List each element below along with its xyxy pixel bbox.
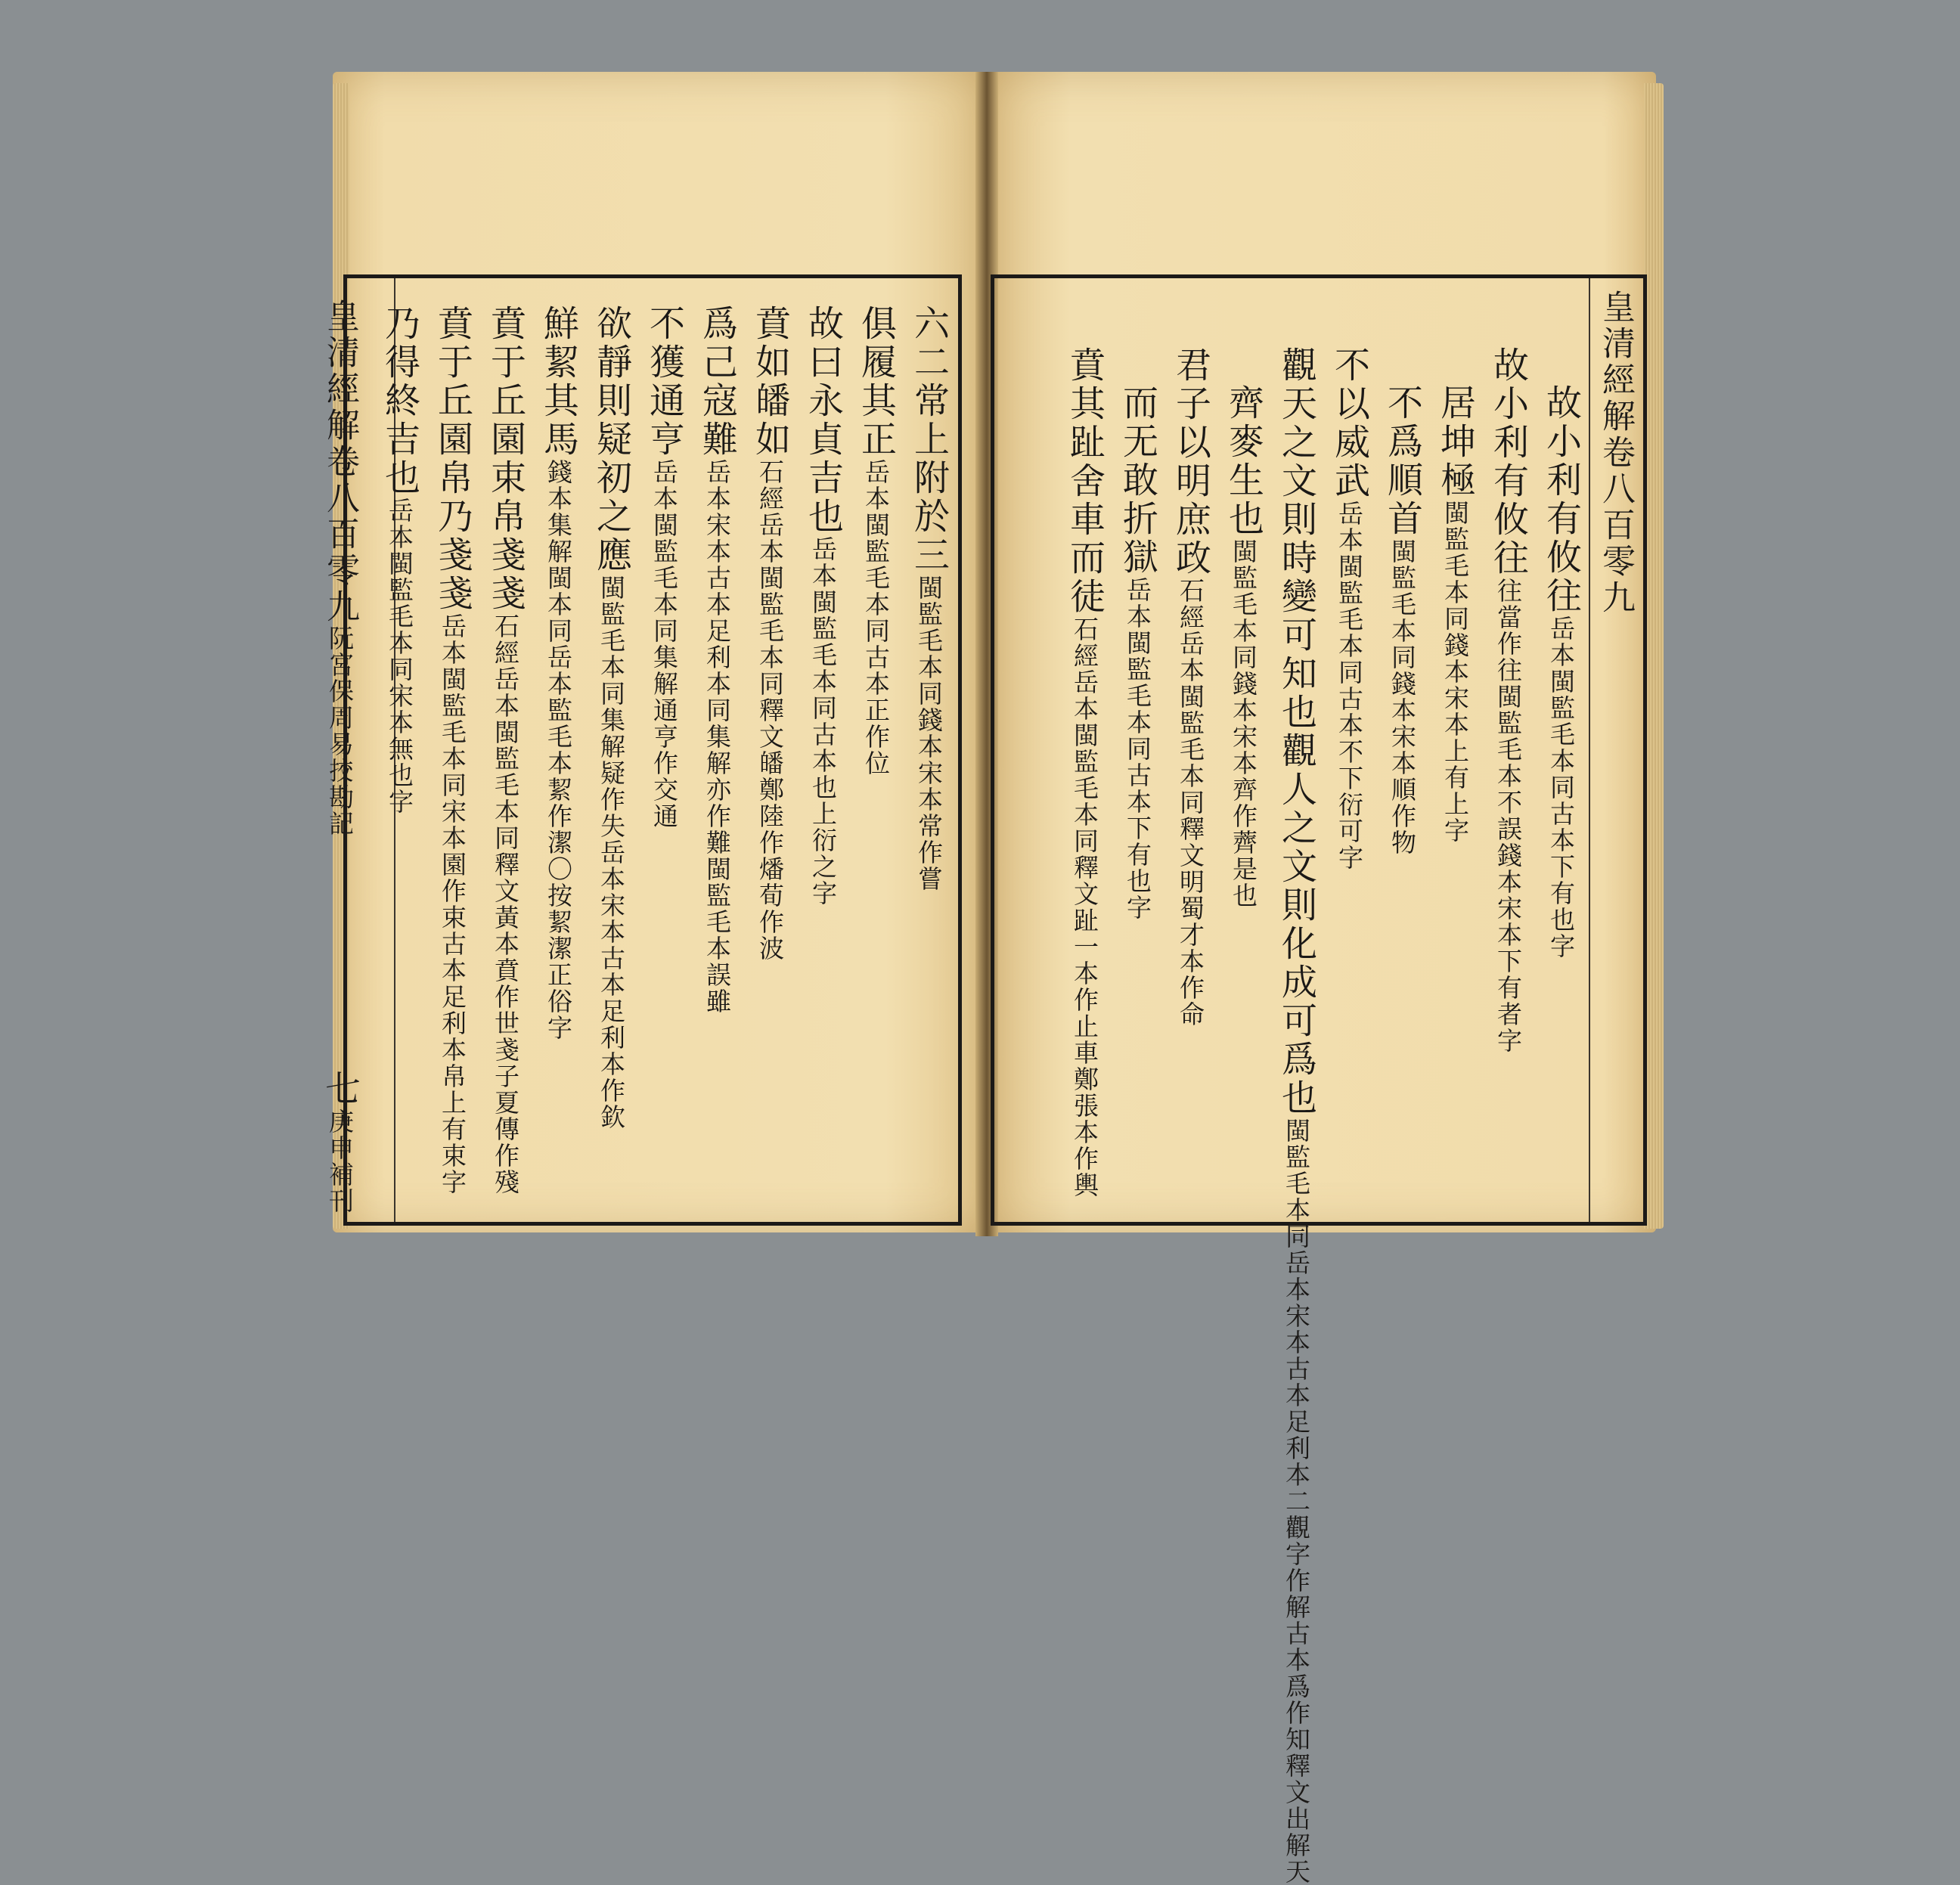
left-column-8: 鮮絜其馬錢本集解閩本同岳本監毛本絜作潔〇按絜潔正俗字 — [538, 305, 579, 1041]
right-column-10: 賁其趾舍車而徒石經岳本閩監毛本同釋文趾一本作止車鄭張本作輿 — [1064, 346, 1106, 1198]
right-column-5: 不以威武岳本閩監毛本同古本不下衍可字 — [1329, 346, 1370, 871]
right-column-4: 不爲順首閩監毛本同錢本宋本順作物 — [1382, 384, 1423, 856]
left-column-1: 六二常上附於三閩監毛本同錢本宋本常作嘗 — [908, 305, 950, 892]
left-column-10: 賁于丘園帛乃戔戔岳本閩監毛本同宋本園作束古本足利本帛上有束字 — [432, 305, 473, 1195]
right-column-3: 居坤極閩監毛本同錢本宋本上有上字 — [1434, 384, 1476, 844]
left-text-frame — [343, 274, 962, 1226]
left-banner: 皇清經解卷八百零九阮宮保周易挍勘記 — [321, 299, 359, 837]
left-folio: 七庚申補刊 — [319, 1070, 361, 1214]
right-text-frame — [991, 274, 1647, 1885]
right-column-9: 而无敢折獄岳本閩監毛本同古本下有也字 — [1117, 384, 1158, 921]
left-column-6: 不獲通亨岳本閩監毛本同集解通亨作交通 — [644, 305, 685, 829]
right-column-7: 齊麥生也閩監毛本同錢本宋本齊作薺是也 — [1223, 384, 1264, 909]
right-column-1: 故小利有攸往岳本閩監毛本同古本下有也字 — [1540, 384, 1582, 960]
left-column-9: 賁于丘園束帛戔戔石經岳本閩監毛本同釋文黃本賁作世戔子夏傳作殘 — [485, 305, 526, 1195]
left-column-5: 爲己寇難岳本宋本古本足利本同集解亦作難閩監毛本誤雖 — [696, 305, 738, 1015]
left-column-4: 賁如皤如石經岳本閩監毛本同釋文皤鄭陸作燔荀作波 — [749, 305, 791, 962]
open-book — [318, 72, 1664, 1885]
right-column-2: 故小利有攸往往當作往閩監毛本不誤錢本宋本下有者字 — [1487, 346, 1529, 1054]
left-column-7: 欲靜則疑初之應閩監毛本同集解疑作失岳本宋本古本足利本作欽 — [591, 305, 632, 1130]
right-column-6: 觀天之文則時變可知也觀人之文則化成可爲也閩監毛本同岳本宋本古本足利本二觀字作解古本爲作知釋文出解天 — [1276, 346, 1317, 1885]
right-banner: 皇清經解卷八百零九 — [1596, 290, 1635, 616]
left-column-11: 乃得終吉也岳本閩監毛本同宋本無也字 — [379, 305, 420, 815]
left-column-2: 俱履其正岳本閩監毛本同古本正作位 — [855, 305, 897, 777]
left-column-3: 故曰永貞吉也岳本閩監毛本同古本也上衍之字 — [802, 305, 844, 907]
right-column-8: 君子以明庶政石經岳本閩監毛本同釋文明蜀才本作命 — [1170, 346, 1211, 1028]
